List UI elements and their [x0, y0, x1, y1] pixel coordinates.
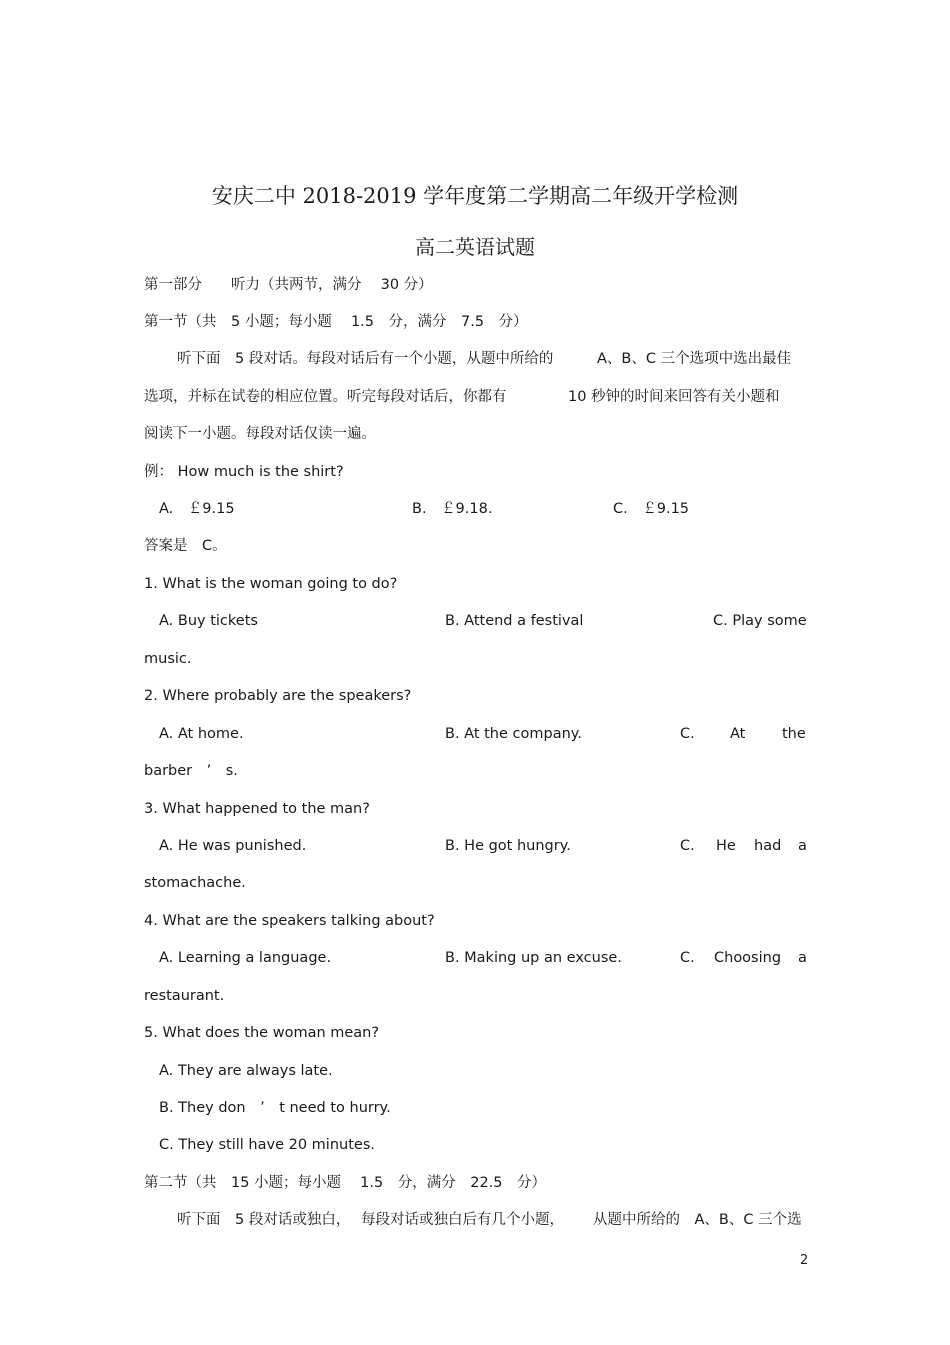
- page-title: 安庆二中 2018-2019 学年度第二学期高二年级开学检测: [211, 184, 739, 208]
- section2-heading: 第二节（共 15 小题；每小题 1.5 分，满分 22.5 分）: [144, 1175, 547, 1191]
- question-4: 4. What are the speakers talking about?: [144, 913, 435, 929]
- q2-option-c-letter: C.: [680, 726, 695, 742]
- q4-option-c-word1: Choosing: [714, 950, 782, 966]
- section2-instruction-b: 每段对话或独白后有几个小题，: [361, 1212, 564, 1228]
- q4-option-c-letter: C.: [680, 950, 695, 966]
- q3-option-c-word2: had: [754, 838, 782, 854]
- q1-option-b: B. Attend a festival: [445, 613, 584, 629]
- q2-option-c-word1: At: [730, 726, 746, 742]
- example-answer: 答案是 C。: [144, 538, 227, 554]
- example-option-c: C. ￡9.15: [613, 501, 690, 517]
- q1-option-c-cont: music.: [144, 651, 192, 667]
- question-5: 5. What does the woman mean?: [144, 1025, 380, 1041]
- q3-option-a: A. He was punished.: [159, 838, 307, 854]
- question-3: 3. What happened to the man?: [144, 801, 370, 817]
- q2-option-b: B. At the company.: [445, 726, 582, 742]
- page-number: 2: [800, 1253, 809, 1268]
- instruction-line-2b: 10 秒钟的时间来回答有关小题和: [568, 389, 780, 405]
- example-option-b: B. ￡9.18.: [412, 501, 493, 517]
- q4-option-b: B. Making up an excuse.: [445, 950, 622, 966]
- section1-heading: 第一节（共 5 小题；每小题 1.5 分，满分 7.5 分）: [144, 314, 528, 330]
- q1-option-a: A. Buy tickets: [159, 613, 258, 629]
- q2-option-a: A. At home.: [159, 726, 244, 742]
- instruction-line-2a: 选项，并标在试卷的相应位置。听完每段对话后，你都有: [144, 389, 507, 405]
- q2-option-c-cont: barber ’ s.: [144, 763, 238, 779]
- q5-option-a: A. They are always late.: [159, 1063, 333, 1079]
- section2-instruction-a: 听下面 5 段对话或独白，: [177, 1212, 351, 1228]
- q3-option-b: B. He got hungry.: [445, 838, 571, 854]
- q3-option-c-cont: stomachache.: [144, 875, 246, 891]
- instruction-line-1a: 听下面 5 段对话。每段对话后有一个小题，从题中所给的: [177, 351, 554, 367]
- q5-option-b: B. They don ’ t need to hurry.: [159, 1100, 391, 1116]
- question-2: 2. Where probably are the speakers?: [144, 688, 412, 704]
- instruction-line-1b: A、B、C 三个选项中选出最佳: [597, 351, 792, 367]
- example-option-a: A. ￡9.15: [159, 501, 235, 517]
- page-subtitle: 高二英语试题: [415, 235, 535, 259]
- q3-option-c-word3: a: [798, 838, 807, 854]
- instruction-line-3: 阅读下一小题。每段对话仅读一遍。: [144, 426, 376, 442]
- part1-heading: 第一部分 听力（共两节，满分 30 分）: [144, 277, 433, 293]
- q4-option-c-word2: a: [798, 950, 807, 966]
- q4-option-a: A. Learning a language.: [159, 950, 332, 966]
- q3-option-c-letter: C.: [680, 838, 695, 854]
- question-1: 1. What is the woman going to do?: [144, 576, 398, 592]
- q1-option-c: C. Play some: [713, 613, 807, 629]
- example-question: 例： How much is the shirt?: [144, 464, 344, 480]
- section2-instruction-c: 从题中所给的 A、B、C 三个选: [593, 1212, 802, 1228]
- q2-option-c-word2: the: [782, 726, 806, 742]
- q4-option-c-cont: restaurant.: [144, 988, 225, 1004]
- q3-option-c-word1: He: [716, 838, 736, 854]
- q5-option-c: C. They still have 20 minutes.: [159, 1137, 375, 1153]
